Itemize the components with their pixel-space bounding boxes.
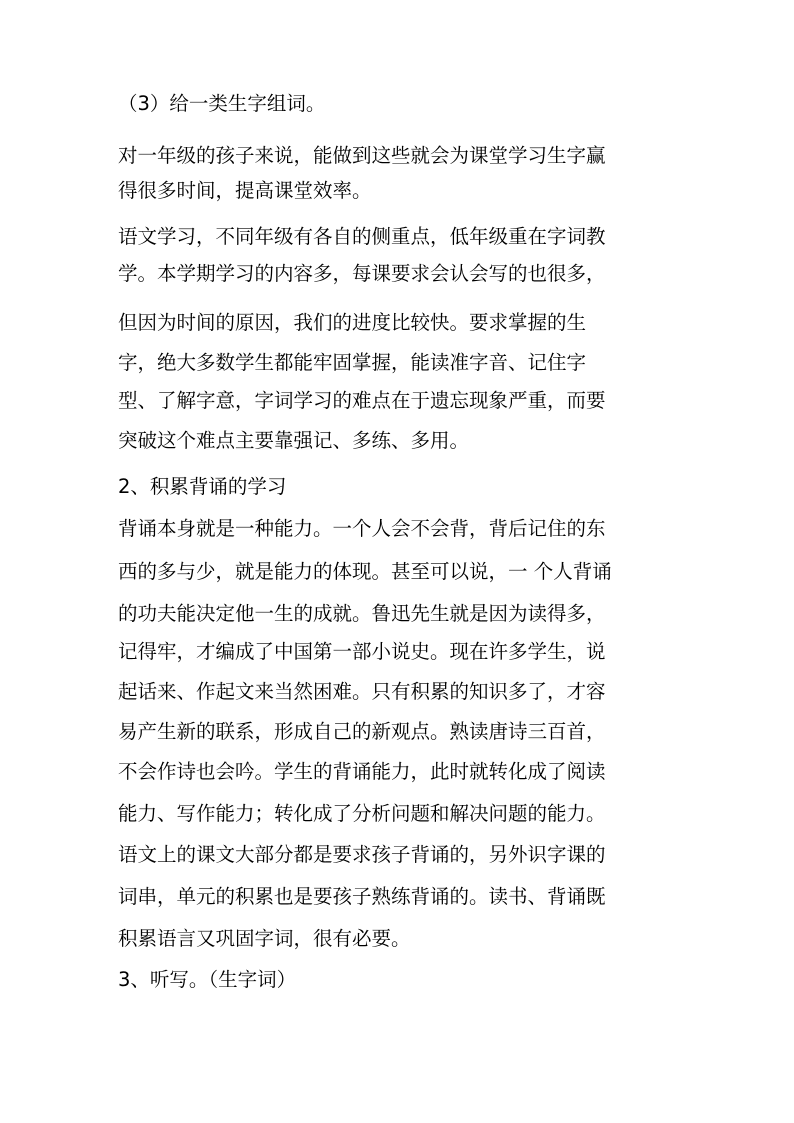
- text-line: 记得牢，才编成了中国第一部小说史。现在许多学生，说: [118, 640, 606, 663]
- text-line: 的功夫能决定他一生的成就。鲁迅先生就是因为读得多，: [118, 602, 606, 625]
- text-line: 突破这个难点主要靠强记、多练、多用。: [118, 429, 470, 452]
- text-line: 词串，单元的积累也是要孩子熟练背诵的。读书、背诵既: [118, 885, 606, 908]
- text-line: （3）给一类生字组词。: [118, 92, 326, 115]
- text-line: 能力、写作能力；转化成了分析问题和解决问题的能力。: [118, 802, 606, 825]
- text-line: 积累语言又巩固字词，很有必要。: [118, 927, 411, 950]
- text-line: 起话来、作起文来当然困难。只有积累的知识多了，才容: [118, 680, 606, 703]
- text-line: 字，绝大多数学生都能牢固掌握，能读准字音、记住字: [118, 351, 587, 374]
- text-line: 语文学习，不同年级有各自的侧重点，低年级重在字词教: [118, 225, 606, 248]
- text-line: 得很多时间，提高课堂效率。: [118, 179, 372, 202]
- section-heading: 2、积累背诵的学习: [118, 475, 287, 498]
- text-line: 不会作诗也会吟。学生的背诵能力，此时就转化成了阅读: [118, 760, 606, 783]
- text-line: 背诵本身就是一种能力。一个人会不会背，背后记住的东: [118, 517, 606, 540]
- section-heading: 3、听写。（生字词）: [118, 968, 297, 991]
- text-line: 易产生新的联系，形成自己的新观点。熟读唐诗三百首，: [118, 720, 606, 743]
- text-line: 西的多与少，就是能力的体现。甚至可以说，一 个人背诵: [118, 560, 612, 583]
- text-line: 语文上的课文大部分都是要求孩子背诵的，另外识字课的: [118, 843, 606, 866]
- text-line: 对一年级的孩子来说，能做到这些就会为课堂学习生字赢: [118, 144, 606, 167]
- text-line: 但因为时间的原因，我们的进度比较快。要求掌握的生: [118, 311, 587, 334]
- text-line: 学。本学期学习的内容多，每课要求会认会写的也很多，: [118, 262, 606, 285]
- text-line: 型、了解字意，字词学习的难点在于遗忘现象严重，而要: [118, 389, 606, 412]
